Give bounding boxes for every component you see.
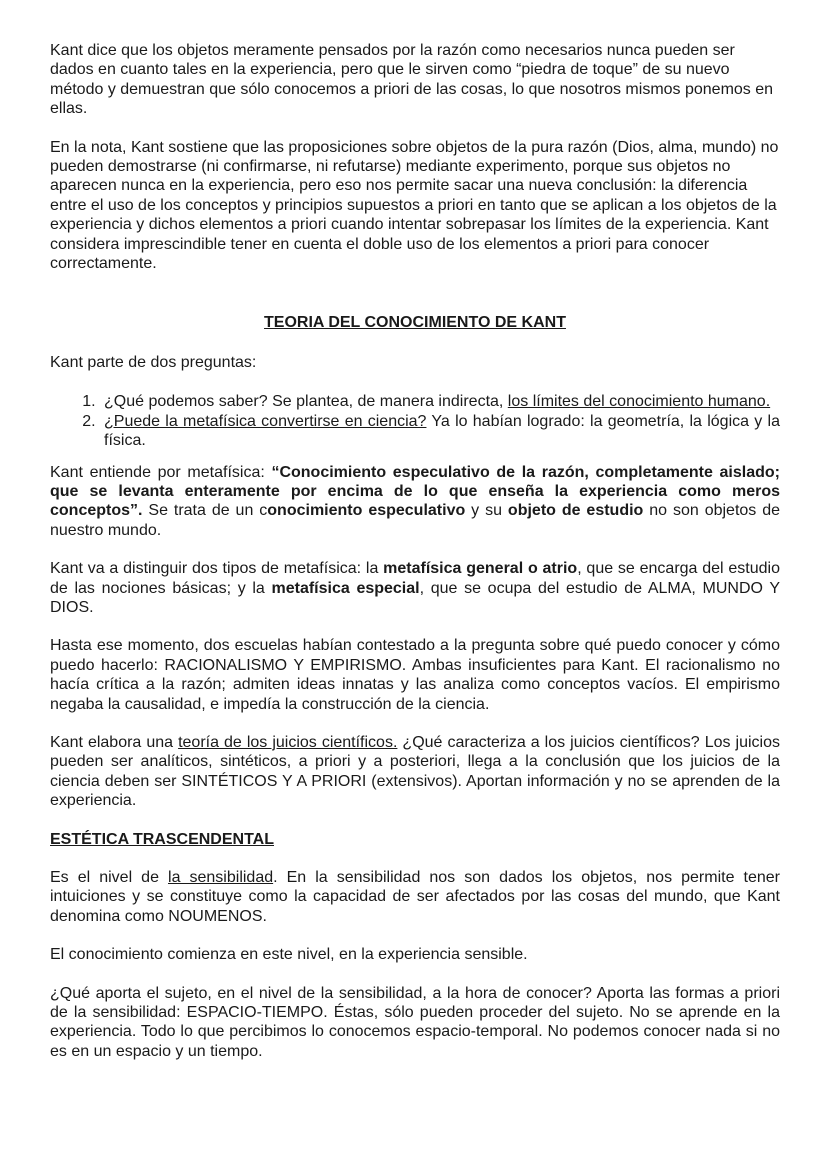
paragraph-espacio-tiempo: ¿Qué aporta el sujeto, en el nivel de la sensibilidad, a la hora de conocer? Aporta las formas a priori de la sensibilidad: ESPACIO-TIEMPO. Éstas, sólo pueden proceder del sujeto. No se aprende en la experiencia. Todo lo que percibimos lo conocemos espacio-temporal. No podemos conocer nada si no es en un espacio y un tiempo. [50, 984, 780, 1060]
paragraph-juicios: Kant elabora una teoría de los juicios científicos. ¿Qué caracteriza a los juicios científicos? Los juicios pueden ser analíticos, sintéticos, a priori y a posteriori, llega a la conclusión que los juicios de la ciencia deben ser SINTÉTICOS Y A PRIORI (extensivos). Aportan información y no se aprenden de la experiencia. [50, 733, 781, 810]
paragraph-sensibilidad: Es el nivel de la sensibilidad. En la sensibilidad nos son dados los objetos, nos permite tener intuiciones y se constituye como la capacidad de ser afectados por las cosas del mundo, que Kant denomina como NOUMENOS. [50, 869, 780, 925]
paragraph-conocimiento-comienza: El conocimiento comienza en este nivel, en la experiencia sensible. [50, 946, 528, 964]
paragraph-kant-objects: Kant dice que los objetos meramente pensados por la razón como necesarios nunca pueden ser dados en cuanto tales en la experiencia, pero que le sirven como “piedra de toque” de su nuevo método y demuestran que sólo conocemos a priori de las cosas, lo que nosotros mismos ponemos en ellas. [50, 42, 774, 118]
paragraph-escuelas: Hasta ese momento, dos escuelas habían contestado a la pregunta sobre qué puedo conocer y cómo puedo hacerlo: RACIONALISMO Y EMPIRISMO. Ambas insuficientes para Kant. El racionalismo no hacía crítica a la razón; admiten ideas innatas y las analiza como conceptos vacíos. El empirismo negaba la causalidad, e impedía la construcción de la ciencia. [50, 637, 780, 713]
list-item: 1. ¿Qué podemos saber? Se plantea, de manera indirecta, los límites del conocimiento humano. [100, 392, 780, 411]
heading-estetica-trascendental: ESTÉTICA TRASCENDENTAL [50, 830, 274, 848]
heading-teoria-conocimiento: TEORIA DEL CONOCIMIENTO DE KANT [264, 314, 566, 332]
questions-list [50, 392, 780, 450]
list-item: 2. ¿Puede la metafísica convertirse en ciencia? Ya lo habían logrado: la geometría, la lógica y la física. [100, 412, 780, 451]
paragraph-metafisica-definicion: Kant entiende por metafísica: “Conocimiento especulativo de la razón, completamente aislado; que se levanta enteramente por encima de lo que enseña la experiencia como meros conceptos”. Se trata de un conocimiento especulativo y su objeto de estudio no son objetos de nuestro mundo. [50, 463, 781, 539]
paragraph-dos-preguntas: Kant parte de dos preguntas: [50, 353, 257, 371]
paragraph-tipos-metafisica: Kant va a distinguir dos tipos de metafísica: la metafísica general o atrio, que se encarga del estudio de las nociones básicas; y la metafísica especial, que se ocupa del estudio de ALMA, MUNDO Y DIOS. [50, 560, 781, 616]
paragraph-nota: En la nota, Kant sostiene que las proposiciones sobre objetos de la pura razón (Dios, alma, mundo) no pueden demostrarse (ni confirmarse, ni refutarse) mediante experimento, porque sus objetos no aparecen nunca en la experiencia, pero eso nos permite sacar una nueva conclusión: la diferencia entre el uso de los conceptos y principios supuestos a priori en tanto que se aplican a los objetos de la experiencia y dichos elementos a priori cuando intentar sobrepasar los límites de la experiencia. Kant considera imprescindible tener en cuenta el doble uso de los elementos a priori para conocer correctamente. [50, 138, 779, 273]
